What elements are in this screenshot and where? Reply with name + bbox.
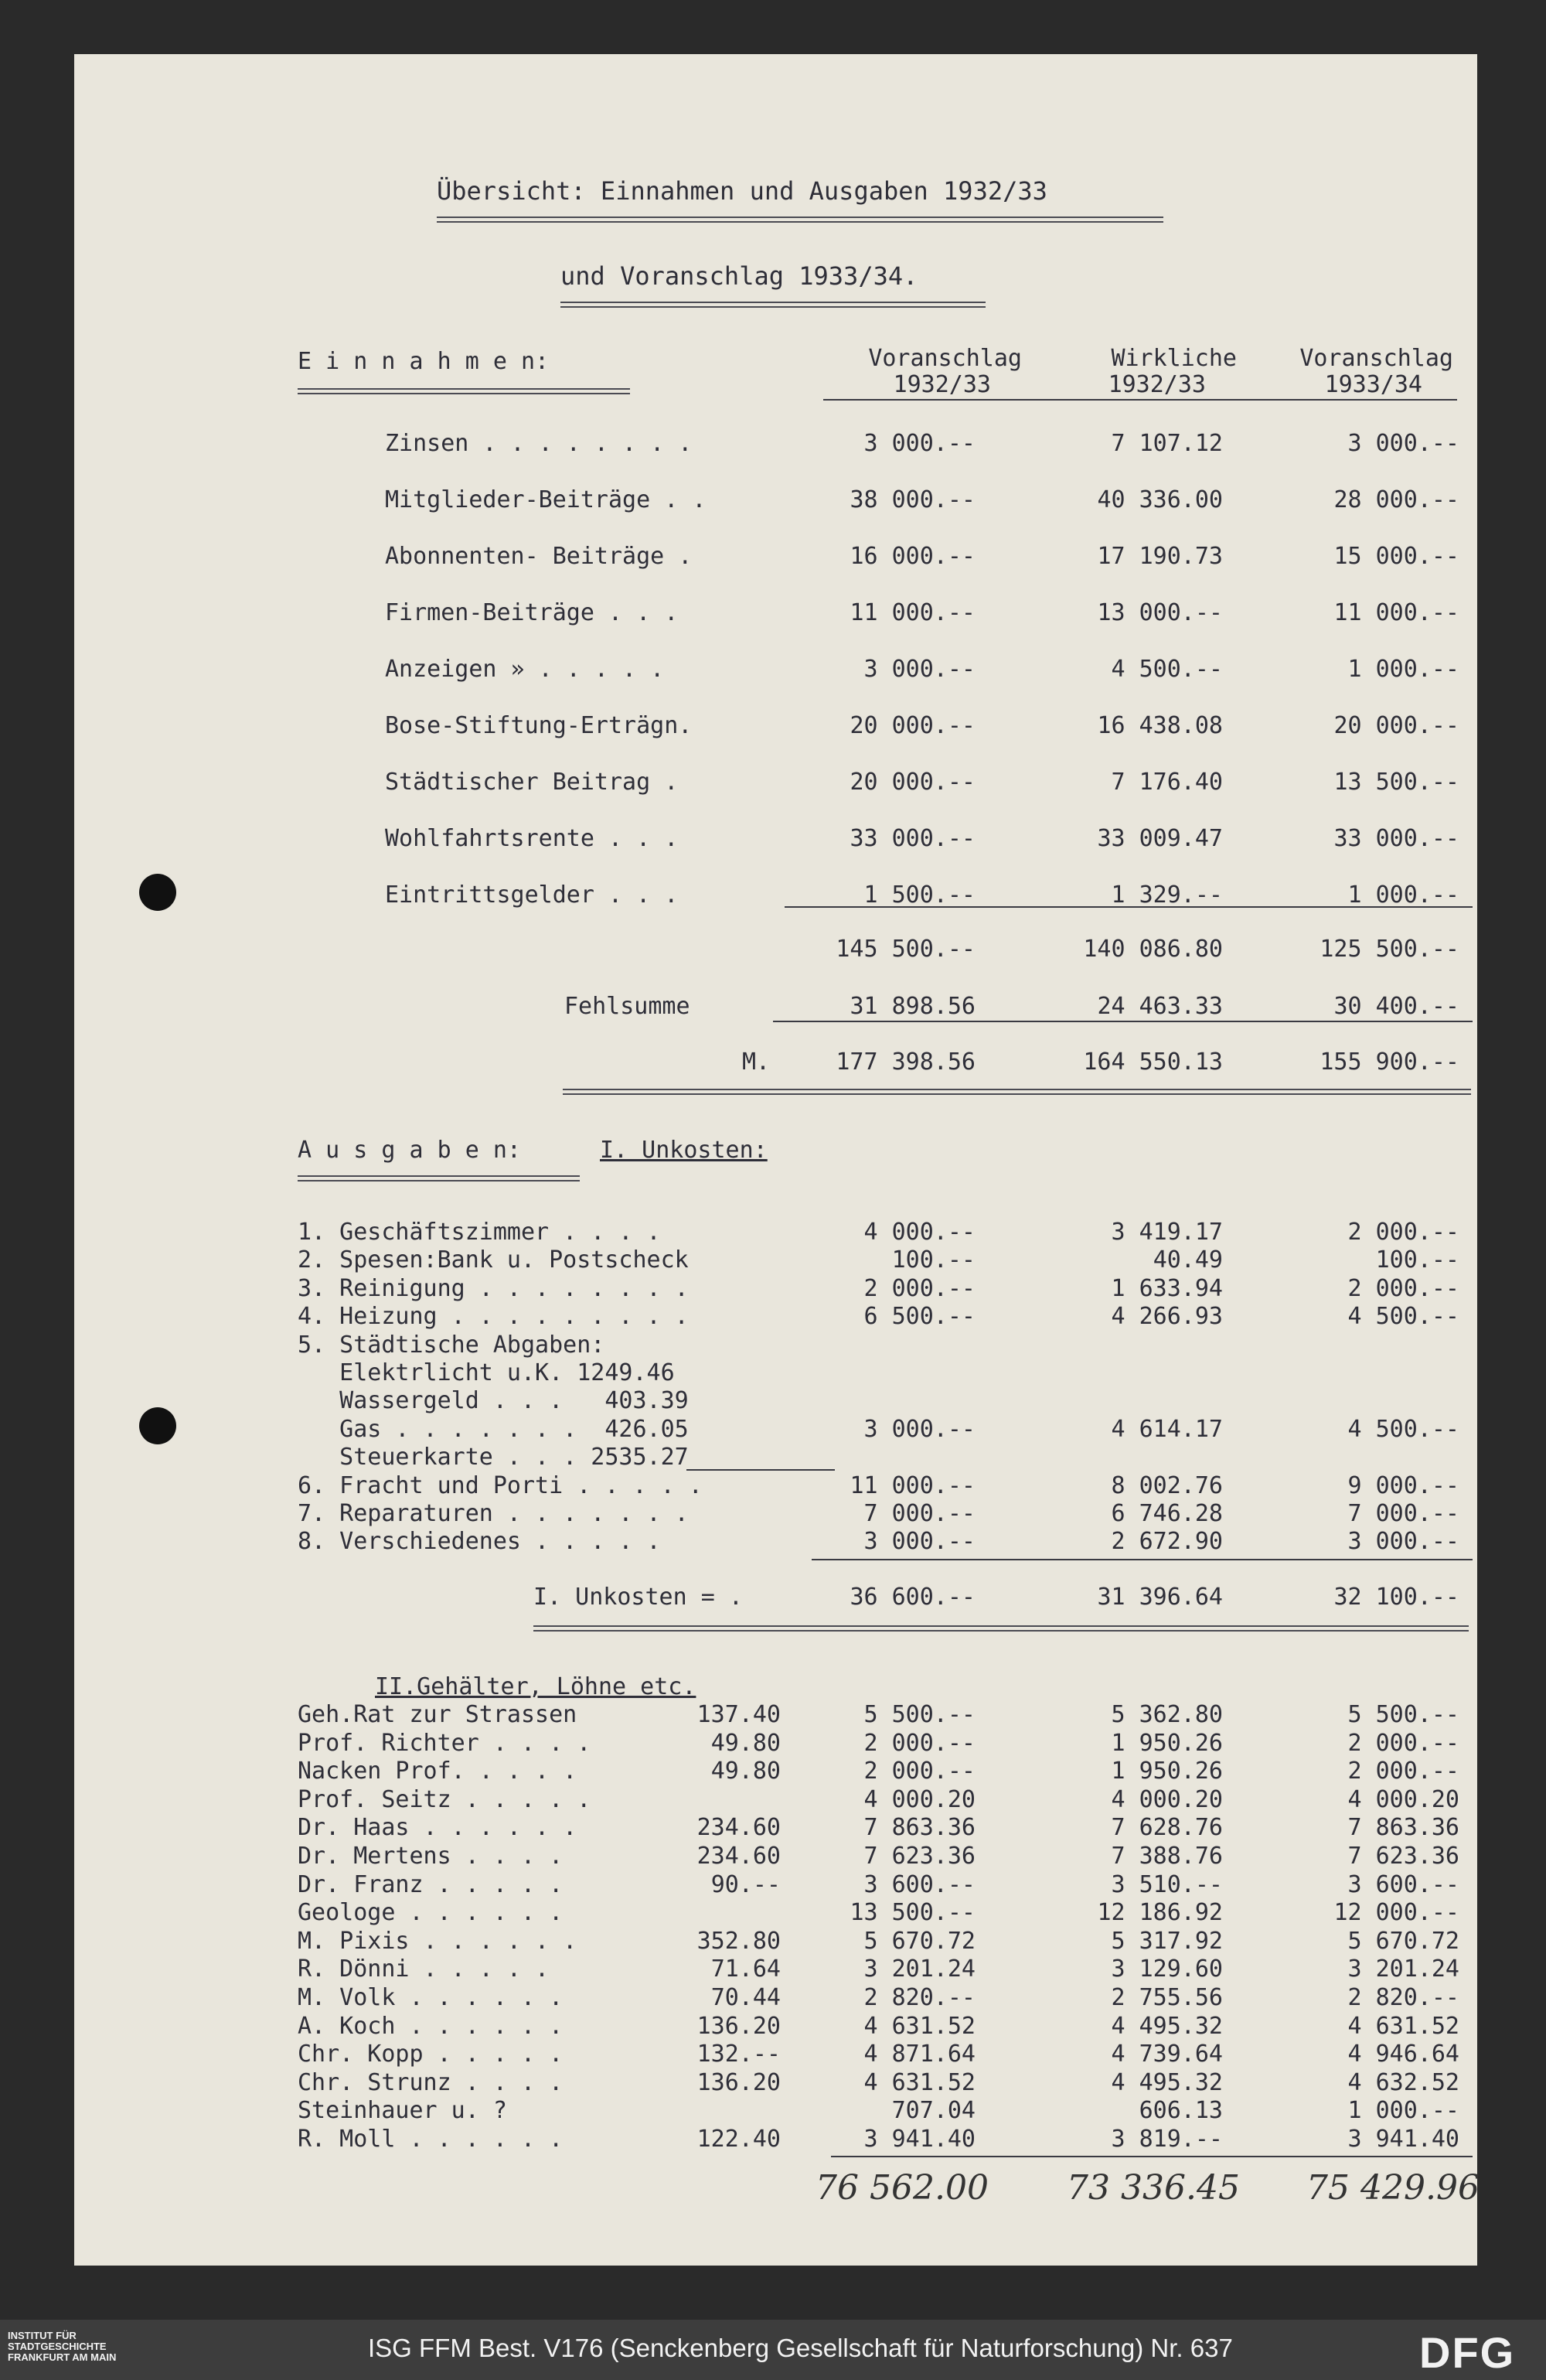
salary-voranschlag-3334: 2 000.-- <box>1347 1758 1459 1785</box>
salary-wirkliche-3233: 3 819.-- <box>1111 2126 1223 2153</box>
income-total: 177 398.56 <box>836 1048 976 1076</box>
salary-voranschlag-3233: 2 000.-- <box>863 1758 976 1785</box>
income-label: Eintrittsgelder . . . <box>385 881 679 909</box>
income-total: 155 900.-- <box>1320 1048 1459 1076</box>
salary-wirkliche-3233: 7 628.76 <box>1111 1814 1223 1842</box>
salary-voranschlag-3334: 4 631.52 <box>1347 2012 1459 2040</box>
salary-label: A. Koch . . . . . . <box>298 2012 564 2040</box>
section2-heading: II.Gehälter, Löhne etc. <box>375 1673 696 1700</box>
income-total: 164 550.13 <box>1083 1048 1223 1076</box>
salary-label: R. Moll . . . . . . <box>298 2126 564 2153</box>
expense-voranschlag-3233: 7 000.-- <box>863 1500 976 1527</box>
income-voranschlag-3233: 3 000.-- <box>863 430 976 457</box>
title-double-underline <box>437 217 1163 223</box>
income-voranschlag-3233: 33 000.-- <box>850 825 976 852</box>
salary-label: M. Volk . . . . . . <box>298 1984 564 2011</box>
expense-wirkliche-3233: 8 002.76 <box>1111 1471 1223 1499</box>
salary-label: Geologe . . . . . . <box>298 1899 564 1927</box>
salary-rate: 122.40 <box>696 2126 781 2153</box>
income-label: Abonnenten- Beiträge . <box>385 543 693 570</box>
salary-label: Chr. Strunz . . . . <box>298 2068 564 2096</box>
salary-voranschlag-3233: 4 871.64 <box>863 2041 976 2068</box>
income-heading-underline <box>298 388 630 394</box>
steuerkarte-rule <box>686 1469 835 1471</box>
salary-voranschlag-3233: 3 941.40 <box>863 2126 976 2153</box>
salary-wirkliche-3233: 2 755.56 <box>1111 1984 1223 2011</box>
total-prefix: M. <box>742 1048 771 1076</box>
income-subtotal: 140 086.80 <box>1083 936 1223 963</box>
salary-label: Dr. Mertens . . . . <box>298 1843 564 1870</box>
salary-rate: 136.20 <box>696 2068 781 2096</box>
expense-voranschlag-3334: 100.-- <box>1375 1246 1459 1274</box>
salary-rate: 90.-- <box>710 1870 781 1898</box>
expense-voranschlag-3233: 2 000.-- <box>863 1274 976 1302</box>
salary-wirkliche-3233: 5 317.92 <box>1111 1927 1223 1955</box>
income-wirkliche-3233: 4 500.-- <box>1111 656 1223 683</box>
expense-voranschlag-3233: 3 000.-- <box>863 1528 976 1556</box>
salary-label: Prof. Richter . . . . <box>298 1729 591 1757</box>
salary-voranschlag-3334: 4 000.20 <box>1347 1785 1459 1813</box>
expense-voranschlag-3233: 6 500.-- <box>863 1303 976 1331</box>
salary-label: Geh.Rat zur Strassen <box>298 1701 577 1728</box>
income-wirkliche-3233: 17 190.73 <box>1097 543 1223 570</box>
income-voranschlag-3233: 20 000.-- <box>850 712 976 739</box>
income-label: Mitglieder-Beiträge . . <box>385 486 707 513</box>
expense-voranschlag-3334: 7 000.-- <box>1347 1500 1459 1527</box>
expense-label: Wassergeld . . . 403.39 <box>298 1387 689 1415</box>
salary-voranschlag-3233: 4 000.20 <box>863 1785 976 1813</box>
column-header-line1: Voranschlag <box>1299 345 1453 372</box>
salary-wirkliche-3233: 1 950.26 <box>1111 1758 1223 1785</box>
salary-wirkliche-3233: 3 129.60 <box>1111 1955 1223 1983</box>
salary-voranschlag-3334: 3 201.24 <box>1347 1955 1459 1983</box>
expense-label: 2. Spesen:Bank u. Postscheck <box>298 1246 689 1274</box>
expense-wirkliche-3233: 6 746.28 <box>1111 1500 1223 1527</box>
income-voranschlag-3334: 15 000.-- <box>1333 543 1459 570</box>
expenses-heading-underline <box>298 1175 580 1181</box>
section1-heading: I. Unkosten: <box>600 1137 768 1164</box>
salary-rate: 70.44 <box>710 1984 781 2011</box>
deficit-value: 31 898.56 <box>850 993 976 1020</box>
expenses-heading: A u s g a b e n: <box>298 1137 521 1164</box>
salary-wirkliche-3233: 7 388.76 <box>1111 1843 1223 1870</box>
salary-label: Dr. Haas . . . . . . <box>298 1814 577 1842</box>
salary-voranschlag-3233: 3 201.24 <box>863 1955 976 1983</box>
expense-voranschlag-3334: 4 500.-- <box>1347 1415 1459 1443</box>
salary-wirkliche-3233: 1 950.26 <box>1111 1729 1223 1757</box>
salary-label: Dr. Franz . . . . . <box>298 1870 564 1898</box>
expense-label: Steuerkarte . . . 2535.27 <box>298 1444 689 1471</box>
column-header-line1: Voranschlag <box>868 345 1022 372</box>
expense-wirkliche-3233: 40.49 <box>1153 1246 1223 1274</box>
expense-voranschlag-3233: 100.-- <box>891 1246 976 1274</box>
expense-wirkliche-3233: 2 672.90 <box>1111 1528 1223 1556</box>
salary-voranschlag-3334: 5 670.72 <box>1347 1927 1459 1955</box>
deficit-value: 30 400.-- <box>1333 993 1459 1020</box>
expense-voranschlag-3233: 4 000.-- <box>863 1219 976 1246</box>
total-double-underline <box>563 1089 1471 1095</box>
salary-rate: 234.60 <box>696 1814 781 1842</box>
section1-total: 32 100.-- <box>1333 1584 1459 1611</box>
salary-wirkliche-3233: 4 739.64 <box>1111 2041 1223 2068</box>
expense-voranschlag-3334: 3 000.-- <box>1347 1528 1459 1556</box>
salary-wirkliche-3233: 12 186.92 <box>1097 1899 1223 1927</box>
salary-label: Nacken Prof. . . . . <box>298 1758 577 1785</box>
document-subtitle: und Voranschlag 1933/34. <box>560 261 918 291</box>
income-heading: E i n n a h m e n: <box>298 348 550 375</box>
income-wirkliche-3233: 13 000.-- <box>1097 599 1223 626</box>
income-wirkliche-3233: 40 336.00 <box>1097 486 1223 513</box>
income-voranschlag-3233: 16 000.-- <box>850 543 976 570</box>
income-voranschlag-3334: 1 000.-- <box>1347 881 1459 909</box>
salary-voranschlag-3334: 4 632.52 <box>1347 2068 1459 2096</box>
expense-label: 5. Städtische Abgaben: <box>298 1331 605 1359</box>
income-voranschlag-3334: 20 000.-- <box>1333 712 1459 739</box>
salary-voranschlag-3233: 4 631.52 <box>863 2068 976 2096</box>
salary-wirkliche-3233: 5 362.80 <box>1111 1701 1223 1728</box>
income-wirkliche-3233: 16 438.08 <box>1097 712 1223 739</box>
expense-voranschlag-3233: 11 000.-- <box>850 1471 976 1499</box>
salary-label: Prof. Seitz . . . . . <box>298 1785 591 1813</box>
income-voranschlag-3334: 33 000.-- <box>1333 825 1459 852</box>
salary-voranschlag-3334: 12 000.-- <box>1333 1899 1459 1927</box>
section1-total: 36 600.-- <box>850 1584 976 1611</box>
salary-wirkliche-3233: 4 495.32 <box>1111 2068 1223 2096</box>
expense-voranschlag-3334: 4 500.-- <box>1347 1303 1459 1331</box>
expense-label: 1. Geschäftszimmer . . . . <box>298 1219 661 1246</box>
salary-voranschlag-3334: 3 600.-- <box>1347 1870 1459 1898</box>
income-subtotal: 125 500.-- <box>1320 936 1459 963</box>
expense-label: 3. Reinigung . . . . . . . . <box>298 1274 689 1302</box>
column-header-line2: 1932/33 <box>893 371 991 398</box>
expense-label: Elektrlicht u.K. 1249.46 <box>298 1359 675 1386</box>
column-header-line2: 1933/34 <box>1324 371 1422 398</box>
institution-label: INSTITUT FÜR STADTGESCHICHTE FRANKFURT AM MAIN <box>8 2330 117 2363</box>
deficit-label: Fehlsumme <box>564 993 690 1020</box>
punch-hole <box>139 1407 176 1444</box>
punch-hole <box>139 874 176 911</box>
salary-wirkliche-3233: 4 495.32 <box>1111 2012 1223 2040</box>
income-voranschlag-3233: 11 000.-- <box>850 599 976 626</box>
section1-double-underline <box>533 1625 1469 1632</box>
income-wirkliche-3233: 7 176.40 <box>1111 769 1223 796</box>
salary-rate: 49.80 <box>710 1729 781 1757</box>
column-header-line2: 1932/33 <box>1108 371 1206 398</box>
salary-voranschlag-3233: 3 600.-- <box>863 1870 976 1898</box>
salary-voranschlag-3334: 2 000.-- <box>1347 1729 1459 1757</box>
income-label: Anzeigen » . . . . . <box>385 656 665 683</box>
handwritten-total: 76 562.00 <box>816 2168 989 2208</box>
expense-label: 7. Reparaturen . . . . . . . <box>298 1500 689 1527</box>
salary-voranschlag-3334: 5 500.-- <box>1347 1701 1459 1728</box>
deficit-rule <box>773 1021 1473 1022</box>
salary-label: R. Dönni . . . . . <box>298 1955 550 1983</box>
salary-voranschlag-3233: 13 500.-- <box>850 1899 976 1927</box>
salary-voranschlag-3233: 5 500.-- <box>863 1701 976 1728</box>
income-voranschlag-3334: 13 500.-- <box>1333 769 1459 796</box>
salary-voranschlag-3233: 2 820.-- <box>863 1984 976 2011</box>
document-title: Übersicht: Einnahmen und Ausgaben 1932/33 <box>437 176 1047 206</box>
income-wirkliche-3233: 33 009.47 <box>1097 825 1223 852</box>
income-wirkliche-3233: 7 107.12 <box>1111 430 1223 457</box>
salary-label: Chr. Kopp . . . . . <box>298 2041 564 2068</box>
salary-voranschlag-3233: 7 863.36 <box>863 1814 976 1842</box>
salary-voranschlag-3334: 7 623.36 <box>1347 1843 1459 1870</box>
header-rule <box>823 399 1457 401</box>
expense-voranschlag-3334: 2 000.-- <box>1347 1274 1459 1302</box>
salary-rate: 71.64 <box>710 1955 781 1983</box>
salary-voranschlag-3334: 3 941.40 <box>1347 2126 1459 2153</box>
income-label: Wohlfahrtsrente . . . <box>385 825 679 852</box>
salary-voranschlag-3233: 2 000.-- <box>863 1729 976 1757</box>
section1-total: 31 396.64 <box>1097 1584 1223 1611</box>
income-voranschlag-3334: 11 000.-- <box>1333 599 1459 626</box>
salary-wirkliche-3233: 606.13 <box>1139 2097 1223 2125</box>
archive-caption: ISG FFM Best. V176 (Senckenberg Gesellschaft für Naturforschung) Nr. 637 <box>368 2334 1233 2362</box>
expense-wirkliche-3233: 4 614.17 <box>1111 1415 1223 1443</box>
expense-label: 6. Fracht und Porti . . . . . <box>298 1471 703 1499</box>
salary-voranschlag-3233: 707.04 <box>891 2097 976 2125</box>
salary-voranschlag-3334: 4 946.64 <box>1347 2041 1459 2068</box>
handwritten-total: 73 336.45 <box>1067 2168 1240 2208</box>
income-voranschlag-3233: 3 000.-- <box>863 656 976 683</box>
salary-voranschlag-3334: 7 863.36 <box>1347 1814 1459 1842</box>
income-voranschlag-3233: 38 000.-- <box>850 486 976 513</box>
income-voranschlag-3233: 20 000.-- <box>850 769 976 796</box>
salary-voranschlag-3233: 4 631.52 <box>863 2012 976 2040</box>
expense-wirkliche-3233: 3 419.17 <box>1111 1219 1223 1246</box>
expense-wirkliche-3233: 4 266.93 <box>1111 1303 1223 1331</box>
salary-wirkliche-3233: 4 000.20 <box>1111 1785 1223 1813</box>
salary-voranschlag-3334: 2 820.-- <box>1347 1984 1459 2011</box>
subtotal-rule <box>785 906 1473 908</box>
salary-label: M. Pixis . . . . . . <box>298 1927 577 1955</box>
salary-label: Steinhauer u. ? <box>298 2097 507 2125</box>
income-wirkliche-3233: 1 329.-- <box>1111 881 1223 909</box>
expense-voranschlag-3334: 2 000.-- <box>1347 1219 1459 1246</box>
income-label: Zinsen . . . . . . . . <box>385 430 693 457</box>
income-voranschlag-3334: 28 000.-- <box>1333 486 1459 513</box>
archive-footer-bar <box>0 2320 1546 2380</box>
salary-rate: 136.20 <box>696 2012 781 2040</box>
salary-voranschlag-3233: 5 670.72 <box>863 1927 976 1955</box>
salary-rate: 234.60 <box>696 1843 781 1870</box>
income-voranschlag-3233: 1 500.-- <box>863 881 976 909</box>
salary-rate: 352.80 <box>696 1927 781 1955</box>
income-voranschlag-3334: 1 000.-- <box>1347 656 1459 683</box>
salary-rate: 132.-- <box>696 2041 781 2068</box>
dfg-logo: DFG <box>1419 2328 1516 2377</box>
salary-voranschlag-3334: 1 000.-- <box>1347 2097 1459 2125</box>
income-label: Bose-Stiftung-Erträgn. <box>385 712 693 739</box>
expense-wirkliche-3233: 1 633.94 <box>1111 1274 1223 1302</box>
expense-voranschlag-3233: 3 000.-- <box>863 1415 976 1443</box>
column-header-line1: Wirkliche <box>1111 345 1237 372</box>
handwritten-total: 75 429.96 <box>1306 2168 1480 2208</box>
salary-final-rule <box>831 2156 1473 2157</box>
expense-label: 4. Heizung . . . . . . . . . <box>298 1303 689 1331</box>
deficit-value: 24 463.33 <box>1097 993 1223 1020</box>
salary-wirkliche-3233: 3 510.-- <box>1111 1870 1223 1898</box>
income-voranschlag-3334: 3 000.-- <box>1347 430 1459 457</box>
expense-label: Gas . . . . . . . 426.05 <box>298 1415 689 1443</box>
income-label: Firmen-Beiträge . . . <box>385 599 679 626</box>
subtitle-double-underline <box>560 302 986 308</box>
section1-rule <box>812 1559 1473 1560</box>
income-label: Städtischer Beitrag . <box>385 769 679 796</box>
income-subtotal: 145 500.-- <box>836 936 976 963</box>
salary-voranschlag-3233: 7 623.36 <box>863 1843 976 1870</box>
expense-voranschlag-3334: 9 000.-- <box>1347 1471 1459 1499</box>
salary-rate: 49.80 <box>710 1758 781 1785</box>
expense-label: 8. Verschiedenes . . . . . <box>298 1528 661 1556</box>
salary-rate: 137.40 <box>696 1701 781 1728</box>
section1-total-label: I. Unkosten = . <box>533 1584 743 1611</box>
